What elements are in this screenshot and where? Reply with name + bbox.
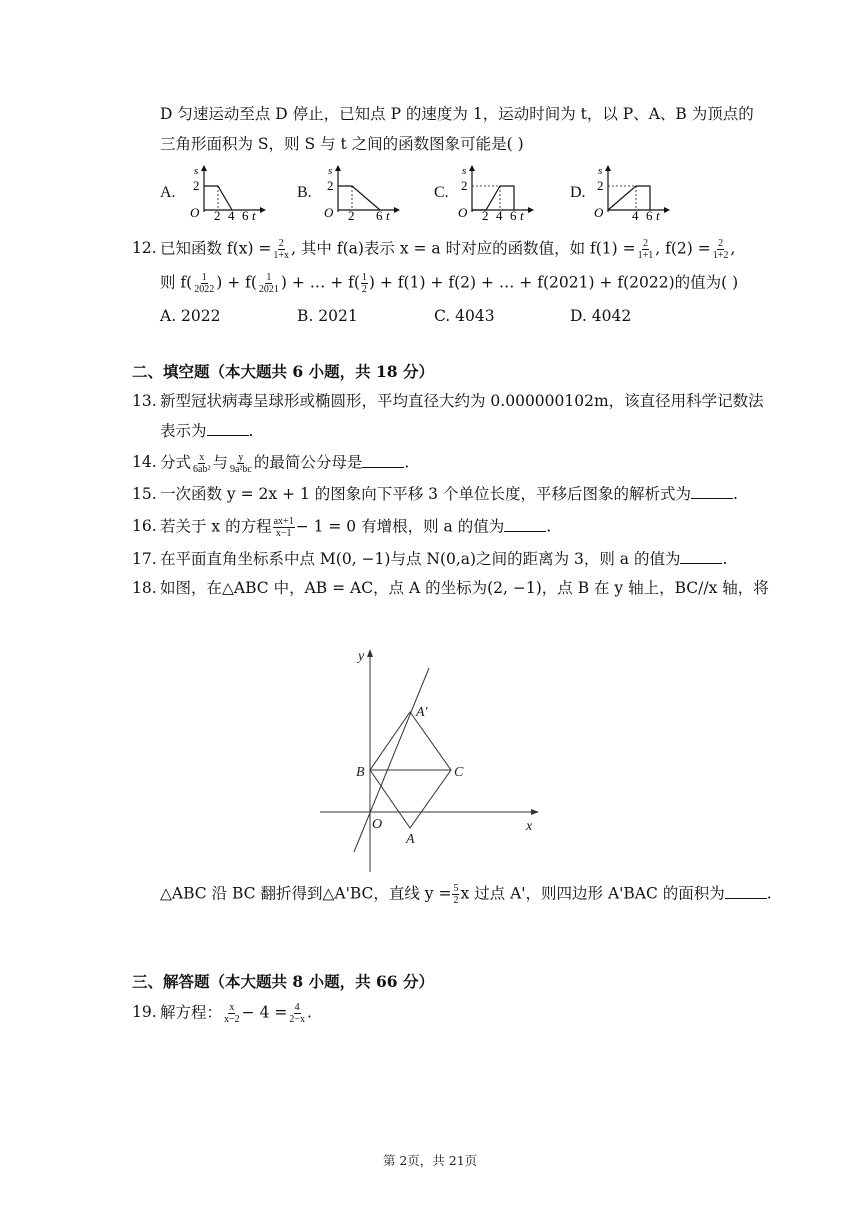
label-y: y xyxy=(358,649,365,664)
x-axis-arrow xyxy=(531,809,539,815)
fraction: $\frac{1}{2}$ xyxy=(361,272,367,295)
svg-text:6: 6 xyxy=(510,208,517,220)
section-3-heading: 三、解答题（本大题共 8 小题，共 66 分） xyxy=(132,972,434,991)
option-a-label[interactable]: A. xyxy=(160,184,176,201)
svg-text:t: t xyxy=(656,208,660,220)
svg-text:2: 2 xyxy=(214,208,221,220)
q12-option-d[interactable]: D. 4042 xyxy=(570,307,632,325)
answer-blank[interactable] xyxy=(362,453,404,468)
q11-line1: D 匀速运动至点 D 停止，已知点 P 的速度为 1，运动时间为 t，以 P、A、B 为顶点的 xyxy=(160,105,754,123)
q16-number: 16. xyxy=(132,517,157,535)
fraction: $\frac{4}{2-x}$ xyxy=(289,1002,305,1025)
option-a-s-axis: s xyxy=(194,165,199,177)
q14-number: 14. xyxy=(132,453,157,471)
answer-blank[interactable] xyxy=(680,549,722,564)
q11-options xyxy=(160,162,760,222)
q15-text: 一次函数 y = 2x + 1 的图象向下平移 3 个单位长度，平移后图象的解析式为 . xyxy=(160,485,738,503)
svg-text:4: 4 xyxy=(496,208,503,220)
option-b-label[interactable]: B. xyxy=(297,184,312,201)
fraction: $\frac{x}{x-2}$ xyxy=(224,1002,240,1025)
q13-line2: 表示为 . xyxy=(160,422,254,440)
q18-line1: 如图，在△ABC 中，AB = AC，点 A 的坐标为(2, −1)，点 B 在 y 轴上，BC//x 轴，将 xyxy=(160,579,769,597)
svg-text:O: O xyxy=(458,205,468,220)
option-a-graph xyxy=(186,162,276,220)
svg-text:4: 4 xyxy=(228,208,235,220)
q17-number: 17. xyxy=(132,550,157,568)
q12-line1: 已知函数 f(x) = $\frac{2}{1+x}$ , 其中 f(a)表示 x = a 时对应的函数值，如 f(1) = $\frac{2}{1+1}$ , f(2) = $\frac{2}{1+2}$ , xyxy=(160,238,736,261)
option-c-graph xyxy=(454,162,544,220)
q12-text: 已知函数 f(x) = xyxy=(160,239,272,258)
page-footer: 第 2页，共 21页 xyxy=(382,1153,478,1168)
q19-number: 19. xyxy=(132,1003,157,1021)
q12-option-c[interactable]: C. 4043 xyxy=(434,307,495,325)
svg-text:2: 2 xyxy=(461,178,468,193)
option-b-graph xyxy=(320,162,410,220)
svg-text:2: 2 xyxy=(348,208,355,220)
svg-text:6: 6 xyxy=(242,208,249,220)
svg-text:s: s xyxy=(598,165,603,177)
q12-line2: 则 f( $\frac{1}{2022}$ ) + f( $\frac{1}{2021}$ ) + … + f( $\frac{1}{2}$ ) + f(1) + f(2) + … + f(2021) + f(2022)的值为( ) xyxy=(160,272,739,295)
y-axis-arrow xyxy=(367,649,373,657)
label-a: A xyxy=(406,832,415,847)
q13-line1: 新型冠状病毒呈球形或椭圆形，平均直径大约为 0.000000102m，该直径用科学记数法 xyxy=(160,392,764,410)
q12-text: , 其中 f(a)表示 x = a 时对应的函数值，如 f(1) = xyxy=(291,239,636,258)
svg-text:2: 2 xyxy=(597,178,604,193)
svg-text:2: 2 xyxy=(193,178,200,193)
answer-blank[interactable] xyxy=(725,884,767,899)
fraction: $\frac{ax+1}{x-1}$ xyxy=(273,516,294,539)
label-a-prime: A' xyxy=(416,705,428,720)
q15-number: 15. xyxy=(132,485,157,503)
fraction: $\frac{5}{2}$ xyxy=(453,883,459,906)
fraction: $\frac{2}{1+1}$ xyxy=(637,238,654,261)
answer-blank[interactable] xyxy=(691,484,733,499)
q14-text: 分式 $\frac{x}{\text{6ab²}}$ 与 $\frac{y}{\text{9a²bc}}$ 的最简公分母是 . xyxy=(160,452,410,475)
label-b: B xyxy=(356,765,365,780)
fraction: $\frac{1}{2022}$ xyxy=(194,272,215,295)
svg-text:t: t xyxy=(386,208,390,220)
q16-text: 若关于 x 的方程 $\frac{ax+1}{x-1}$ − 1 = 0 有增根，则 a 的值为 . xyxy=(160,516,552,539)
option-c-label[interactable]: C. xyxy=(434,184,449,201)
label-c: C xyxy=(454,765,464,780)
svg-text:O: O xyxy=(324,205,334,220)
q12-number: 12. xyxy=(132,239,157,257)
fraction: $\frac{2}{1+2}$ xyxy=(712,238,729,261)
line-y-5-2-x xyxy=(354,668,429,852)
q12-text: , f(2) = xyxy=(655,239,711,258)
label-x: x xyxy=(526,819,533,834)
answer-blank[interactable] xyxy=(207,421,249,436)
svg-text:s: s xyxy=(328,165,333,177)
section-2-heading: 二、填空题（本大题共 6 小题，共 18 分） xyxy=(132,362,434,381)
svg-text:4: 4 xyxy=(632,208,639,220)
fraction: $\frac{1}{2021}$ xyxy=(258,272,279,295)
q12-option-a[interactable]: A. 2022 xyxy=(160,307,221,325)
q18-line2: △ABC 沿 BC 翻折得到△A'BC，直线 y = $\frac{5}{2}$ x 过点 A'，则四边形 A'BAC 的面积为 . xyxy=(160,883,772,906)
label-origin: O xyxy=(372,817,383,832)
answer-blank[interactable] xyxy=(504,517,546,532)
q12-option-b[interactable]: B. 2021 xyxy=(297,307,358,325)
svg-text:O: O xyxy=(190,205,200,220)
svg-text:t: t xyxy=(252,208,256,220)
svg-text:s: s xyxy=(462,165,467,177)
option-d-graph xyxy=(590,162,680,220)
q18-number: 18. xyxy=(132,579,157,597)
q11-line2: 三角形面积为 S，则 S 与 t 之间的函数图象可能是( ) xyxy=(160,135,524,153)
svg-text:2: 2 xyxy=(327,178,334,193)
svg-text:2: 2 xyxy=(482,208,489,220)
fraction: $\frac{x}{\text{6ab²}}$ xyxy=(193,452,211,475)
svg-text:6: 6 xyxy=(376,208,383,220)
q18-figure xyxy=(310,640,550,880)
fraction: $\frac{2}{1+x}$ xyxy=(273,238,290,261)
q17-text: 在平面直角坐标系中点 M(0, −1)与点 N(0,a)之间的距离为 3，则 a 的值为 . xyxy=(160,550,728,568)
q13-number: 13. xyxy=(132,392,157,410)
svg-text:6: 6 xyxy=(646,208,653,220)
option-d-label[interactable]: D. xyxy=(570,184,586,201)
svg-text:t: t xyxy=(520,208,524,220)
svg-text:O: O xyxy=(594,205,604,220)
q19-text: 解方程： $\frac{x}{x-2}$ − 4 = $\frac{4}{2-x}$ . xyxy=(160,1002,312,1025)
fraction: $\frac{y}{\text{9a²bc}}$ xyxy=(229,452,252,475)
